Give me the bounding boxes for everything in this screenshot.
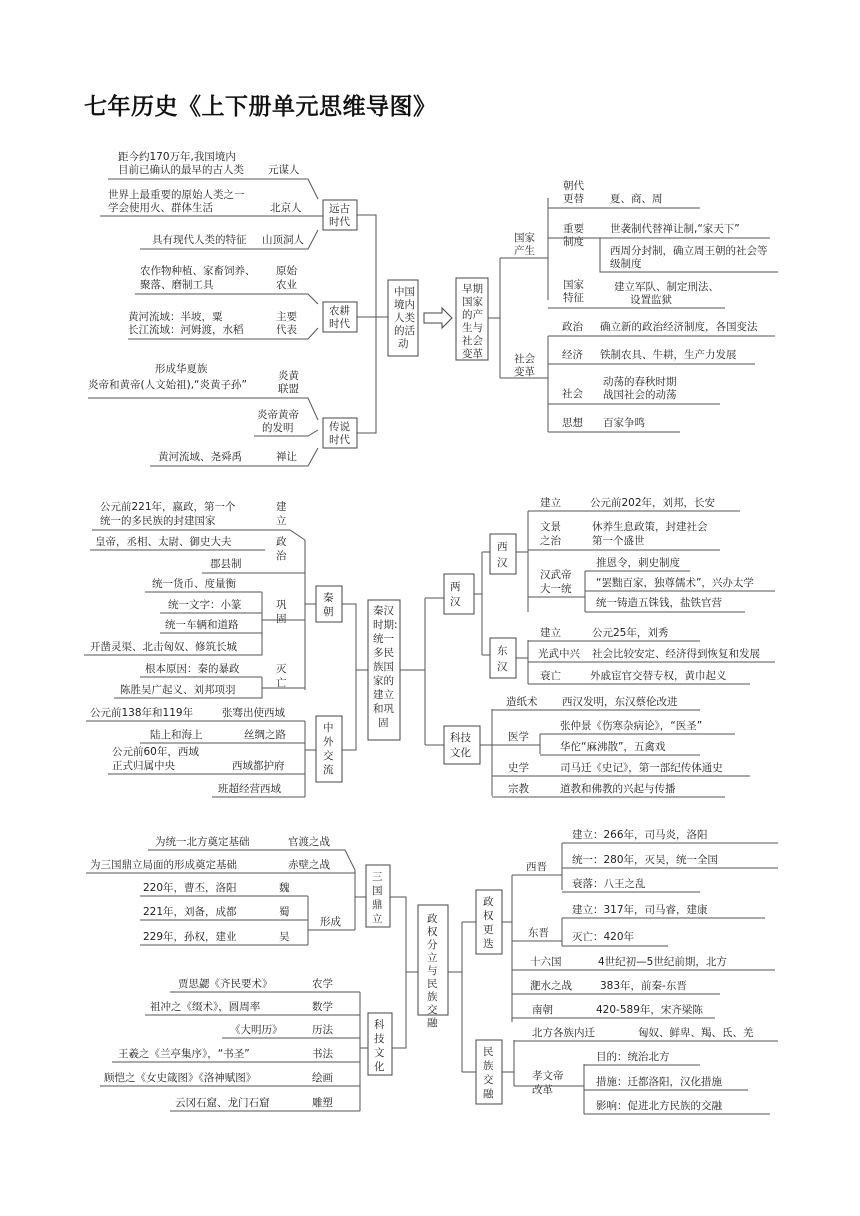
mz-l2: 族 (483, 1060, 494, 1072)
yuangu-label-2: 时代 (329, 216, 350, 228)
yixue-label: 医学 (508, 731, 529, 743)
shehui2-desc-1: 动荡的春秋时期 (603, 376, 677, 388)
c2-l6: 家的 (373, 675, 394, 687)
yanhuang-label-1: 炎黄 (278, 370, 299, 382)
zq3-l3: 更 (483, 924, 494, 936)
yixue-d1: 张仲景《伤寒杂病论》，“医圣” (560, 720, 703, 732)
chuanshuo-label-1: 传说 (329, 421, 350, 433)
wj-desc-2: 第一个盛世 (592, 535, 645, 547)
shixue-label: 史学 (508, 762, 529, 774)
section-qin-han (84, 496, 775, 797)
qin-mw-l1: 灭 (276, 663, 287, 675)
zw-l4: 流 (323, 764, 334, 776)
nc-desc: 420-589年，宋齐梁陈 (596, 1004, 703, 1016)
shehui-label-1: 社会 (514, 353, 535, 365)
gw-label: 光武中兴 (538, 648, 580, 660)
c3-l3: 分 (427, 939, 438, 951)
nongxue-label: 农学 (312, 978, 333, 990)
zhuyao-desc-1: 黄河流域：半坡，粟 (128, 311, 223, 323)
guojia-label-1: 国家 (514, 232, 535, 244)
zhongyao-d2-1: 西周分封制，确立周王朝的社会等 (610, 245, 768, 257)
zhengzhi-label: 政治 (562, 321, 583, 333)
zq3-l4: 迭 (483, 938, 494, 950)
center-1-l4: 的活 (394, 325, 415, 337)
zaozhi-label: 造纸术 (506, 696, 538, 708)
wj-desc-1: 休养生息政策，封建社会 (592, 521, 708, 533)
shehui2-label: 社会 (562, 388, 583, 400)
c2-l1: 秦汉 (373, 605, 394, 617)
yanhuang-label-2: 联盟 (278, 383, 299, 395)
xw-d3: 影响：促进北方民族的交融 (596, 1100, 722, 1112)
guandu-label: 官渡之战 (288, 836, 330, 848)
wj-l1: 文景 (540, 521, 561, 533)
zaozhi-desc: 西汉发明，东汉蔡伦改进 (562, 696, 678, 708)
wei-desc: 220年，曹丕，洛阳 (143, 882, 237, 894)
yuanmou-label: 元谋人 (268, 164, 300, 176)
yanhuang-desc-2: 炎帝和黄帝(人文始祖),“炎黄子孙” (88, 379, 247, 391)
qin-gg-d3: 统一车辆和道路 (165, 619, 239, 631)
qin-jianli-desc-1: 公元前221年，嬴政，第一个 (100, 501, 236, 513)
qin-l1: 秦 (323, 592, 334, 604)
c2-l4: 多民 (373, 647, 394, 659)
center-1-l1: 中国 (394, 286, 415, 298)
wd-d2: “罢黜百家，独尊儒术”，兴办太学 (596, 577, 754, 589)
dh-jianli-desc: 公元25年，刘秀 (592, 627, 669, 639)
dongjin-label: 东晋 (528, 927, 549, 939)
center-1-l2: 境内 (394, 299, 415, 311)
qin-gg-d1: 统一货币、度量衡 (152, 578, 236, 590)
shehui-label-2: 变革 (514, 366, 535, 378)
shu-label: 蜀 (279, 906, 290, 918)
yuanshi-label-1: 原始 (276, 265, 297, 277)
tezheng-desc-2: 设置监狱 (630, 294, 672, 306)
kj3-l2: 技 (374, 1033, 385, 1045)
kj-l1: 科技 (450, 732, 471, 744)
lianghan-box (444, 574, 474, 614)
dhf-desc-1: 公元前60年，西域 (112, 746, 199, 758)
wd-l1: 汉武帝 (540, 569, 572, 581)
xw-d2: 措施：迁都洛阳，汉化措施 (596, 1076, 722, 1088)
kj3-l3: 文 (374, 1047, 385, 1059)
qin-gg-d2: 统一文字：小篆 (168, 599, 242, 611)
zhongyao-d2-2: 级制度 (610, 258, 642, 270)
yuanmou-desc-2: 目前已确认的最早的古人类 (118, 164, 244, 176)
wd-d3: 统一铸造五铢钱，盐铁官营 (596, 597, 722, 609)
xj-d1: 建立：266年，司马炎，洛阳 (572, 829, 708, 841)
guojia-label-2: 产生 (514, 245, 535, 257)
nongxue-desc: 贾思勰《齐民要术》 (178, 978, 273, 990)
beijing-desc-2: 学会使用火、群体生活 (108, 202, 213, 214)
dh-l1: 东 (497, 645, 508, 657)
sixiang-label: 思想 (562, 417, 583, 429)
zq-desc: 公元前138年和119年 (90, 707, 194, 719)
qin-mw-d2: 陈胜吴广起义、刘邦项羽 (120, 684, 236, 696)
chaodai-label-2: 更替 (563, 193, 584, 205)
c2-l5: 族国 (373, 661, 394, 673)
c3-l2: 权 (427, 926, 438, 938)
dj-d2: 灭亡：420年 (572, 931, 635, 943)
sc-desc: 陆上和海上 (150, 729, 203, 741)
nc-label: 南朝 (532, 1004, 553, 1016)
xh-l1: 西 (497, 541, 508, 553)
sll-label: 十六国 (530, 956, 562, 968)
beijing-desc-1: 世界上最重要的原始人类之一 (108, 189, 245, 201)
yuanshi-desc-2: 聚落、磨制工具 (140, 279, 214, 291)
nonggeng-label-1: 农耕 (329, 305, 350, 317)
xingcheng-label: 形成 (320, 916, 341, 928)
faming-label-1: 炎帝黄帝 (257, 409, 299, 421)
shanding-desc: 具有现代人类的特征 (152, 234, 247, 246)
c2-l7: 建立 (373, 689, 394, 701)
qin-zz-l2: 治 (276, 550, 287, 562)
yuangu-label-1: 远古 (329, 203, 350, 215)
qin-zz-d2: 郡县制 (210, 558, 242, 570)
sixiang-desc: 百家争鸣 (603, 417, 645, 429)
center-2-l5: 社会 (462, 335, 483, 347)
qin-mw-d1: 根本原因：秦的暴政 (145, 663, 240, 675)
tezheng-label-2: 特征 (563, 292, 584, 304)
bf-desc: 匈奴、鲜卑、羯、氐、羌 (638, 1027, 754, 1039)
nonggeng-label-2: 时代 (329, 318, 350, 330)
chibi-label: 赤壁之战 (288, 859, 330, 871)
wd-l2: 大一统 (540, 583, 572, 595)
bf-label: 北方各族内迁 (532, 1027, 595, 1039)
kj3-l1: 科 (374, 1019, 385, 1031)
zq3-l1: 政 (483, 896, 494, 908)
qin-jianli-desc-2: 统一的多民族的封建国家 (100, 515, 216, 527)
chibi-desc: 为三国鼎立局面的形成奠定基础 (90, 859, 237, 871)
bc-label: 班超经营西域 (218, 783, 281, 795)
wj-l2: 之治 (540, 535, 561, 547)
qin-gg-l2: 固 (276, 613, 287, 625)
fs-label: 淝水之战 (530, 980, 572, 992)
zw-l2: 外 (323, 736, 334, 748)
mz-l1: 民 (483, 1046, 494, 1058)
sw-desc: 外戚宦官交替专权，黄巾起义 (590, 670, 727, 682)
center-2-l3: 的产 (462, 309, 483, 321)
c3-l5: 与 (427, 965, 438, 977)
zhongyao-d1: 世袭制代替禅让制,“家天下” (610, 223, 740, 235)
qin-gg-l1: 巩 (276, 599, 287, 611)
shanrang-desc: 黄河流域、尧舜禹 (158, 451, 242, 463)
huihua-desc: 顾恺之《女史箴图》《洛神赋图》 (104, 1072, 257, 1084)
xw-d1: 目的：统治北方 (596, 1051, 670, 1063)
zhuyao-label-2: 代表 (276, 324, 297, 336)
chuanshuo-label-2: 时代 (329, 434, 350, 446)
qin-jianli-l1: 建 (276, 501, 287, 513)
wu-desc: 229年，孙权，建业 (143, 931, 237, 943)
zongjiao-label: 宗教 (508, 783, 529, 795)
center-2-l6: 变革 (462, 348, 483, 360)
jingji-desc: 铁制农具、牛耕，生产力发展 (600, 349, 737, 361)
yuanshi-label-2: 农业 (276, 279, 297, 291)
jingji-label: 经济 (562, 349, 583, 361)
c3-l7: 族 (427, 991, 438, 1003)
c3-l6: 民 (427, 978, 438, 990)
faming-label-2: 的发明 (262, 422, 294, 434)
lifa-desc: 《大明历》 (230, 1024, 283, 1036)
center-1-l5: 动 (398, 338, 409, 350)
gw-desc: 社会比较安定、经济得到恢复和发展 (592, 648, 760, 660)
shufa-label: 书法 (312, 1048, 333, 1060)
dj-d1: 建立：317年，司马睿，建康 (572, 904, 708, 916)
zhuyao-desc-2: 长江流域：河姆渡，水稻 (128, 324, 244, 336)
xw-l2: 改革 (532, 1084, 553, 1096)
lifa-label: 历法 (312, 1024, 333, 1036)
c3-l4: 立 (427, 952, 438, 964)
wu-label: 吴 (279, 931, 290, 943)
zongjiao-desc: 道教和佛教的兴起与传播 (560, 783, 676, 795)
guandu-desc: 为统一北方奠定基础 (155, 836, 250, 848)
qin-zz-d1: 皇帝，丞相、太尉、御史大夫 (95, 536, 232, 548)
xh-jianli-desc: 公元前202年，刘邦，长安 (590, 497, 716, 509)
chaodai-label-1: 朝代 (563, 180, 584, 192)
shanrang-label: 禅让 (276, 451, 297, 463)
zw-l3: 交 (323, 750, 334, 762)
wd-d1: 推恩令，刺史制度 (596, 557, 680, 569)
qin-zz-l1: 政 (276, 536, 287, 548)
qin-mw-l2: 亡 (276, 677, 287, 689)
center-2-l1: 早期 (462, 283, 483, 295)
yanhuang-desc-1: 形成华夏族 (155, 363, 208, 375)
xj-d3: 衰落：八王之乱 (572, 878, 646, 890)
qin-jianli-l2: 立 (276, 515, 287, 527)
qin-l2: 朝 (323, 606, 334, 618)
c2-l9: 固 (378, 717, 389, 729)
dhf-desc-2: 正式归属中央 (112, 760, 175, 772)
fs-desc: 383年，前秦-东晋 (600, 980, 687, 992)
zhengzhi-desc: 确立新的政治经济制度，各国变法 (600, 321, 758, 333)
diaosu-label: 雕塑 (312, 1097, 333, 1109)
shuxue-desc: 祖冲之《缀术》，圆周率 (150, 1001, 261, 1013)
sg-l1: 三 (372, 871, 383, 883)
lh-l2: 汉 (450, 596, 461, 608)
wei-label: 魏 (279, 882, 290, 894)
shehui2-desc-2: 战国社会的动荡 (603, 389, 677, 401)
sg-l4: 立 (372, 913, 383, 925)
c2-l3: 统一 (373, 633, 394, 645)
beijing-label: 北京人 (270, 202, 302, 214)
center-2-l4: 生与 (462, 322, 483, 334)
center-2-l2: 国家 (462, 296, 483, 308)
zhongyao-label-1: 重要 (563, 223, 584, 235)
mz-l3: 交 (483, 1074, 494, 1086)
zq-label: 张骞出使西域 (222, 707, 285, 719)
sc-label: 丝绸之路 (244, 729, 286, 741)
kj3-l4: 化 (374, 1061, 385, 1073)
chaodai-desc: 夏、商、周 (610, 193, 663, 205)
lh-l1: 两 (450, 581, 461, 593)
shu-desc: 221年，刘备，成都 (143, 906, 237, 918)
huihua-label: 绘画 (312, 1072, 333, 1084)
mz-l4: 融 (483, 1088, 494, 1100)
section-division (86, 828, 778, 1114)
shuxue-label: 数学 (312, 1001, 333, 1013)
c3-l9: 融 (427, 1017, 438, 1029)
shixue-desc: 司马迁《史记》，第一部纪传体通史 (560, 762, 723, 774)
yuanmou-desc-1: 距今约170万年,我国境内 (118, 151, 236, 163)
sll-desc: 4世纪初—5世纪前期，北方 (598, 956, 727, 968)
diaosu-desc: 云冈石窟、龙门石窟 (175, 1097, 270, 1109)
yuanshi-desc-1: 农作物种植、家畜饲养、 (140, 265, 256, 277)
zhuyao-label-1: 主要 (276, 311, 297, 323)
kj-l2: 文化 (450, 747, 471, 759)
arrow-icon (424, 308, 452, 328)
c3-l1: 政 (427, 913, 438, 925)
sg-l2: 国 (372, 885, 383, 897)
c2-l2: 时期: (373, 619, 398, 631)
zw-l1: 中 (323, 722, 334, 734)
tezheng-desc-1: 建立军队、制定刑法、 (614, 281, 719, 293)
zq3-l2: 权 (483, 910, 494, 922)
c2-l8: 和巩 (373, 703, 394, 715)
dhf-label: 西域都护府 (232, 760, 285, 772)
xijin-label: 西晋 (526, 861, 547, 873)
xh-l2: 汉 (497, 557, 508, 569)
center-1-l3: 人类 (394, 312, 415, 324)
section-prehistory (88, 150, 778, 466)
shanding-label: 山顶洞人 (262, 234, 304, 246)
dh-l2: 汉 (497, 661, 508, 673)
xw-l1: 孝文帝 (532, 1070, 564, 1082)
zhongyao-label-2: 制度 (563, 236, 584, 248)
tezheng-label-1: 国家 (563, 279, 584, 291)
c3-l8: 交 (427, 1004, 438, 1016)
qin-gg-d4: 开凿灵渠、北击匈奴、修筑长城 (90, 641, 237, 653)
xh-jianli: 建立 (540, 497, 561, 509)
yixue-d2: 华佗“麻沸散”，五禽戏 (560, 741, 666, 753)
page-title: 七年历史《上下册单元思维导图》 (84, 94, 437, 120)
xj-d2: 统一：280年，灭吴，统一全国 (572, 854, 719, 866)
sw-label: 衰亡 (540, 670, 561, 682)
dh-jianli: 建立 (540, 627, 561, 639)
sg-l3: 鼎 (372, 899, 383, 911)
shufa-desc: 王羲之《兰亭集序》，“书圣” (118, 1048, 250, 1060)
